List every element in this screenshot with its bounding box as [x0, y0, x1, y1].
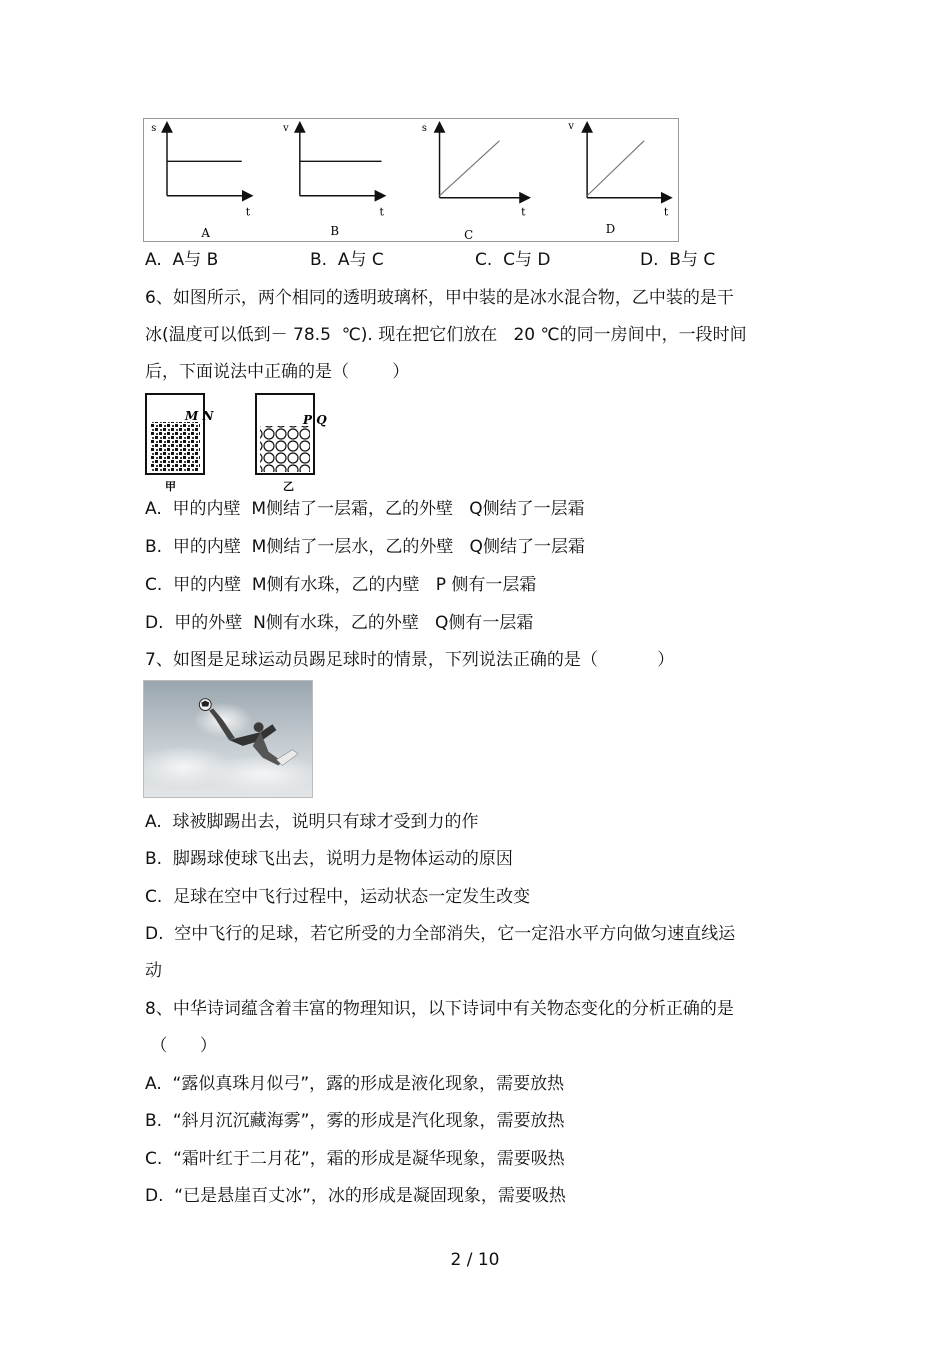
graph-d-xlabel: t [663, 205, 669, 219]
graph-a-caption: A [201, 226, 210, 241]
q5-option-c: C. C与 D [475, 250, 551, 270]
q7-option-a: A. 球被脚踢出去，说明只有球才受到力的作 [145, 812, 479, 832]
soccer-kick-image [144, 681, 312, 797]
q5-option-a: A. A与 B [145, 250, 219, 270]
glass-cups-figure [143, 392, 343, 492]
q6-option-a: A. 甲的内壁 M侧结了一层霜，乙的外壁 Q侧结了一层霜 [145, 499, 585, 519]
graph-b-ylabel: v [283, 122, 289, 134]
graph-b-caption: B [330, 224, 339, 239]
cup-jia-marks: M N [185, 409, 214, 423]
q8-stem: 8、中华诗词蕴含着丰富的物理知识，以下诗词中有关物态变化的分析正确的是 [145, 999, 734, 1019]
motion-graphs-figure [143, 118, 679, 242]
cup-jia-caption: 甲 [165, 480, 176, 492]
q6-stem-line1: 6、如图所示，两个相同的透明玻璃杯，甲中装的是冰水混合物，乙中装的是干 [145, 288, 734, 308]
q8-option-c: C. “霜叶红于二月花”，霜的形成是凝华现象，需要吸热 [145, 1149, 565, 1169]
graph-b-xlabel: t [379, 205, 384, 219]
cup-jia [146, 394, 214, 492]
soccer-kick-photo [143, 680, 313, 798]
graph-c-ylabel: s [421, 122, 427, 134]
graph-c [422, 123, 526, 241]
graph-d [567, 121, 668, 236]
cup-yi [256, 394, 327, 492]
glass-cups-svg [143, 392, 343, 492]
motion-graphs-svg [144, 119, 678, 241]
graph-c-caption: C [464, 228, 474, 241]
graph-a-xlabel: t [245, 205, 251, 219]
q8-option-a: A. “露似真珠月似弓”，露的形成是液化现象，需要放热 [145, 1074, 565, 1094]
q6-stem-line2: 冰(温度可以低到－ 78.5 ℃). 现在把它们放在 20 ℃的同一房间中，一段时间 [145, 325, 747, 345]
q8-answer-paren: （ ） [145, 1036, 217, 1056]
cup-yi-marks: P Q [303, 413, 327, 427]
q8-option-b: B. “斜月沉沉藏海雾”，雾的形成是汽化现象，需要放热 [145, 1111, 565, 1131]
graph-d-caption: D [605, 222, 616, 237]
graph-b [282, 123, 384, 238]
cup-yi-caption: 乙 [283, 480, 294, 492]
q5-option-b: B. A与 C [310, 250, 384, 270]
graph-d-ylabel: v [568, 120, 574, 132]
graph-a [151, 123, 250, 240]
page-number: 2 / 10 [450, 1250, 500, 1270]
graph-a-ylabel: s [151, 122, 157, 134]
q6-stem-line3: 后，下面说法中正确的是（ ） [145, 362, 410, 382]
q7-stem: 7、如图是足球运动员踢足球时的情景，下列说法正确的是（ ） [145, 650, 675, 670]
q7-option-d: D. 空中飞行的足球，若它所受的力全部消失，它一定沿水平方向做匀速直线运 [145, 924, 736, 944]
q7-option-d-continuation: 动 [145, 961, 162, 981]
q6-option-b: B. 甲的内壁 M侧结了一层水，乙的外壁 Q侧结了一层霜 [145, 537, 585, 557]
q8-option-d: D. “已是悬崖百丈冰”，冰的形成是凝固现象，需要吸热 [145, 1186, 566, 1206]
q6-option-c: C. 甲的内壁 M侧有水珠，乙的内壁 P 侧有一层霜 [145, 575, 537, 595]
q7-option-c: C. 足球在空中飞行过程中，运动状态一定发生改变 [145, 887, 531, 907]
q5-option-d: D. B与 C [640, 250, 716, 270]
graph-c-xlabel: t [521, 205, 526, 219]
q7-option-b: B. 脚踢球使球飞出去，说明力是物体运动的原因 [145, 849, 513, 869]
q6-option-d: D. 甲的外壁 N侧有水珠，乙的外壁 Q侧有一层霜 [145, 613, 534, 633]
